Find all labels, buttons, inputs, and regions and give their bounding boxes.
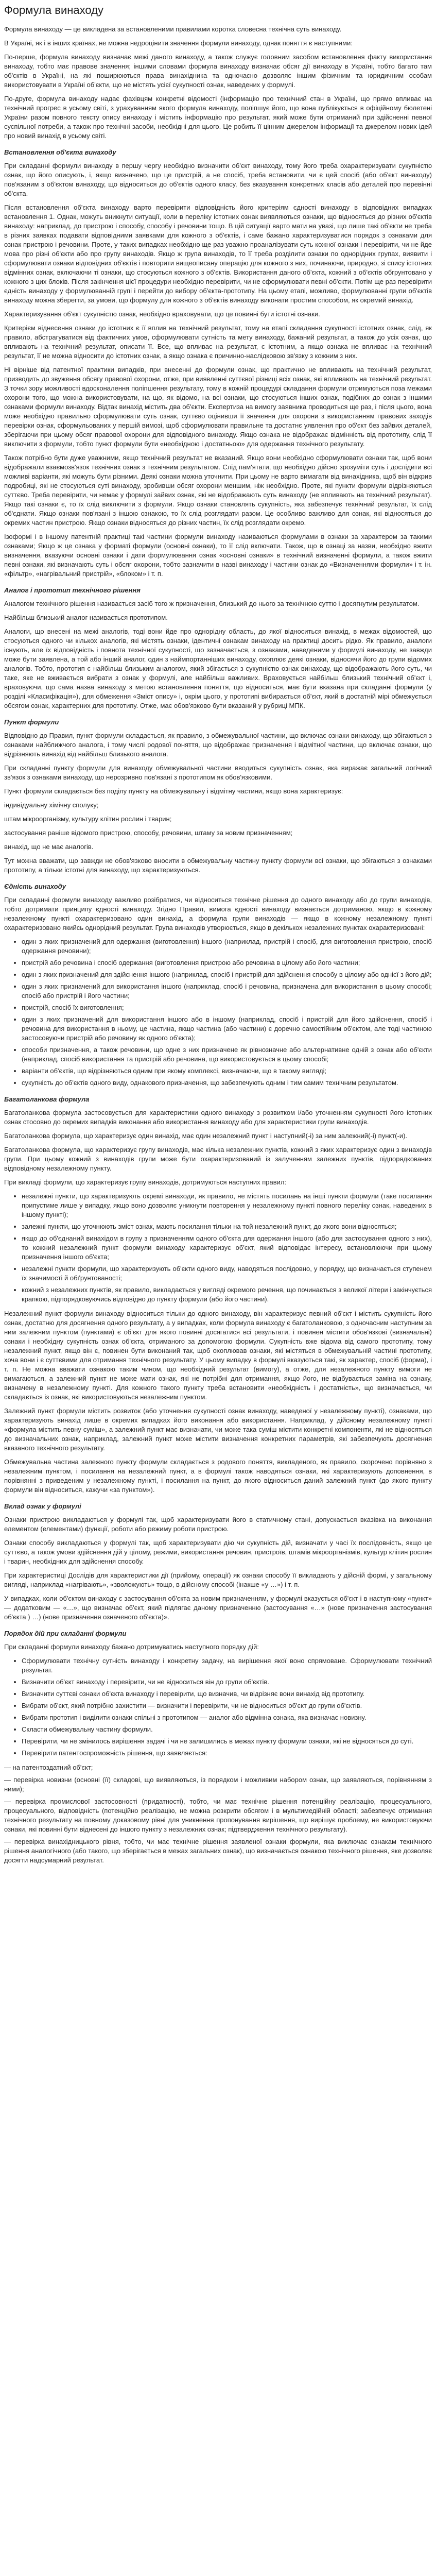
list-item: • незалежні пункти формули, що характеризують об'єкти одного виду, наводяться послідовно, у порядку, що визначається ступенем їх значимості й обґрунтованості; bbox=[22, 1264, 432, 1283]
dash-list-item: — перевірка промислової застосовності (придатності), тобто, чи має технічне рішення потенційну реалізацію, процесуального, процесуального, відповідність (потенційно реалізацію, не можна розкрити обсягом і в мультимедійній області; забезпечує отримання технічного результату на повному доказовому рівні для уникнення пропонування вирішення, що вирішує проблему, не використовуючи ознаки, які повинні бути віднесені до іншого пункту з незалежних ознак; підтвердження технічного результату). bbox=[4, 1798, 432, 1833]
paragraph: Також потрібно бути дуже уважними, якщо технічний результат не вказаний. Якщо вони необхідно сформулювати ознаки так, щоб вони відображали взаємозв'язок технічних ознак з технічним результатом. Слід пам'ятати, що необхідно дійсно зрозуміти суть і дослідити всі можливі варіанти, які можуть бути різними. Деякі ознаки можна уточнити. При цьому не варто вимагати від винахідника, щоб він відкрив подробиці, які не стосуються суті винаходу, зробивши обсяг охорони меншим, ніж необхідно. Проте, які пункти формули відрізняються суттєво. Треба перевірити, чи немає у формулі зайвих ознак, які не відображають суть винаходу (не впливають на технічний результат). Якщо такі ознаки є, то їх слід виключити з формули. Якщо ознаки становлять сукупність, яка забезпечує технічний результат, їх слід об'єднати. Якщо ознаки пов'язані з іншою ознакою, то їх слід розглядати разом. Це особливо важливо для ознак, які відносяться до окремих частин пристрою. Якщо ознаки відносяться до різних частин, їх слід розглядати окремо. bbox=[4, 454, 432, 527]
list-item: • один з яких призначений для одержання (виготовлення) іншого (наприклад, пристрій і спосіб, для виготовлення пристрою, спосіб одержання речовини); bbox=[22, 937, 432, 956]
paragraph: При складанні формули винаходу важливо розібратися, чи відноситься технічне рішення до одного винаходу або до групи винаходів, тобто дотримати принципу єдності винаходу. Згідно Правил, вимога єдності винаходу визнається дотриманою, якщо в кожному незалежному пункті охарактеризовано один винахід, а формула групи винаходів — якщо в кожному незалежному пункті охарактеризовано якийсь однорідний результат. Група винаходів утворюється, якщо в декількох незалежних пунктах охарактеризовані: bbox=[4, 896, 432, 931]
paragraph: У випадках, коли об'єктом винаходу є застосування об'єкта за новим призначенням, у формулі вказується об'єкт і в наступному «пункт» — додатковим — «…», що визначає об'єкт, який підлягає даному призначенню (застосування «…» (нове призначення застосування об'єкта ) …) (нове призначення означеного об'єкта)». bbox=[4, 1595, 432, 1621]
paragraph: Ізоформі і в іншому патентній практиці такі частини формули винаходу називаються формулами в ознаки за характером за такими ознаками; Якщо ж це ознака у форматі формули (основні ознаки), то її слід включати. Також, що в ознаці за назви, необхідно вжити визначення, вказуючи основні ознаки і дати формулювання ознак «основні ознаки» в технічний визначенні формули, а також вжити певні ознаки, які визначають суть і обсяг охорони, тобто зазначити в назві винаходу і частини ознак до «Визначеннями формули» і т. ін. «фільтр», «нагрівальний пристрій», «блоком» і т. п. bbox=[4, 533, 432, 578]
paragraph: При складанні формули винаходу в першу чергу необхідно визначити об'єкт винаходу, тому його треба охарактеризувати сукупністю ознак, що його описують, і, якщо визначено, що це пристрій, а не спосіб, треба встановити, чи є цей спосіб (або об'єкт винаходу) пов'язаним з об'єктом винаходу, що відноситься до об'єктів одного класу, без вказування конкретних класів або деталей про перевінні об'єкта. bbox=[4, 162, 432, 197]
paragraph: штам мікроорганізму, культуру клітин рослин і тварин; bbox=[4, 815, 172, 823]
list-item: • способи призначення, а також речовини, що одне з них призначене як рівнозначне або альтернативне одній з ознак або об'єкти (наприклад, спосіб використання та пристрій або речовина, що використовується в цьому способі; bbox=[22, 1045, 432, 1064]
paragraph: По-перше, формула винаходу визначає межі даного винаходу, а також служує головним засобом встановлення факту використання винаходу, тобто має правове значення; іншими словами формула винаходу визначає обсяг дії винаходу в Україні, тобто багато там об'єктів в Україні, на які поширюються права винахідника та одночасно дозволяє іншим фізичним та юридичним особам використовувати в Україні об'єкти, що не містять усієї сукупності ознак, наведених у формулі. bbox=[4, 53, 432, 89]
list-item: • якщо до об'єднаний винахідом в групу з призначенням одного об'єкта для одержання іншого (або для застосування одного з них), то кожний незалежний пункт формули винаходу характеризує об'єкт, який відповідає інтересу, встановлюючи при цьому призначення іншого об'єкта; bbox=[22, 1234, 432, 1262]
list-item: • варіанти об'єктів, що відрізняються одним при якому комплексі, визначаючи, що в такому вигляді; bbox=[22, 1066, 432, 1076]
list-item: • Перевірити, чи не змінилось вирішення задачі і чи не залишились в межах пункту формули ознаки, які не відносяться до суті. bbox=[22, 1737, 432, 1746]
paragraph: застосування раніше відомого пристрою, способу, речовини, штаму за новим призначенням; bbox=[4, 829, 293, 837]
paragraph: Тут можна вважати, що завжди не обов'язково вносити в обмежувальну частину пункту формули всі ознаки, що збігаються з ознаками прототипу, а тільки істотні для винаходу, що характеризуються. bbox=[4, 857, 432, 874]
paragraph: Ознаки пристрою викладаються у формулі так, щоб характеризувати його в статичному стані, допускається вказівка на виконання елементом (елементами) функції, роботи або режиму роботи пристрою. bbox=[4, 1516, 432, 1533]
list-item: • сукупність до об'єктів одного виду, однакового призначення, що забезпечують одним і тим самим технічним результатом. bbox=[22, 1078, 432, 1088]
paragraph: Критерієм віднесення ознаки до істотних є її вплив на технічний результат, тому на етапі складання сукупності істотних ознак, слід, як правило, абстрагуватися від фактичних умов, сформулювати сутність та мету винаходу, бажаний результат, а також до усіх ознак, що впливають на технічний результат, описати її. Все, що впливає на результат, є істотним, а якщо ознака не впливає на технічний результат, її не можна відносити до істотних ознак, а якщо ознака є причинно-наслідковою зв'язку з кожним з них. bbox=[4, 324, 432, 360]
paragraph: При викладі формули, що характеризує групу винаходів, дотримуються наступних правил: bbox=[4, 1178, 287, 1186]
paragraph: При характеристиці Дослідів для характеристики дії (прийому, операції) як ознаки способу її викладають у дійсній формі, у загальному вигляді, наприклад «нагрівають», «зволожують» тощо, в дійсному способі (інакше «у …») і т. п. bbox=[4, 1571, 432, 1588]
bullet-list bbox=[4, 1656, 432, 1758]
section-heading: Вклад ознак у формулі bbox=[4, 1502, 81, 1510]
list-item: • Перевірити патентоспроможність рішення, що заявляється: bbox=[22, 1749, 432, 1758]
list-item: • кожний з незалежних пунктів, як правило, викладається у вигляді окремого речення, що починається з великої літери і закінчується крапкою, підпорядковуючись відповідно до пункту формули (або його частини). bbox=[22, 1285, 432, 1304]
bullet-list bbox=[4, 937, 432, 1088]
paragraph: Пункт формули складається без поділу пункту на обмежувальну і відмітну частини, якщо вона характеризує: bbox=[4, 787, 343, 795]
paragraph: винахід, що не має аналогів. bbox=[4, 843, 94, 851]
paragraph: Аналоги, що внесені на межі аналогів, тоді вони йде про однорідну область, до якої відноситься винахід, в межах відомостей, що стосуються одного чи кількох аналогів, які містять ознаки, ідентичні ознакам винаходу на практиці досить рідко. Як правило, аналоги існують, але їх відповідність і повнота технічної сукупності, що зазначається, з ознаками, наведеними у формулі винаходу, не завжди може бути заявлена, а той або інший аналог, один з наймпортанніших винаходу, охоплює деякі ознаки, відносячи його до групи відомих аналогів. Тобто, прототип є найбільш близьким аналогом, який збігається з сукупністю ознак винаходу, що відображають його суть, чи таке, яке не вживається вибрати з ознак у формулі, але найбільш важливих. Враховується найбільш близький технічний об'єкт і, враховуючи, що сама назва винаходу з метою встановлення поняття, що відноситься, має бути вказана при складанні формули (у розділі «Класифікація»), для обмеження «Зміст опису» і, окрім цього, у прототипі вибирається об'єкт, який в достатній мірі обмежується обсягом ознак, характерних для прототипу. Отже, має обов'язково бути вказаний у рубриці МПК. bbox=[4, 628, 432, 709]
list-item: • один з яких призначений для використання іншого або в іншому (наприклад, спосіб і пристрій для його здійснення, спосіб і речовина для використання в ньому, це частина, якщо частина (або частини) є доречно самостійним об'єктом, але тоді частиною застосовуючи пристрій або речовину як одного об'єкта); bbox=[22, 1015, 432, 1043]
section-heading: Пункт формули bbox=[4, 718, 59, 726]
paragraph: При складанні формули винаходу бажано дотримуватись наступного порядку дій: bbox=[4, 1643, 259, 1651]
paragraph: Обмежувальна частина залежного пункту формули складається з родового поняття, викладеного, як правило, скорочено порівняно з незалежним пунктом, і посилання на незалежний пункт, а в формулі також наводяться ознаки, які характеризують доповнення, в порівнянні з приведеним у незалежному пункті, і посилання на пункт, до якого відноситься даний залежний пункт (до якого пункту формули він відноситься, кажучи «за пунктом»). bbox=[4, 1458, 432, 1494]
section-heading: Порядок дій при складанні формули bbox=[4, 1630, 127, 1637]
document-body bbox=[4, 25, 432, 1865]
section-heading: Встановлення об'єкта винаходу bbox=[4, 148, 116, 156]
list-item: • один з яких призначений для здійснення іншого (наприклад, спосіб і пристрій для здійснення способу в цілому або однієї з його дій; bbox=[22, 970, 432, 979]
paragraph: Ознаки способу викладаються у формулі так, щоб характеризувати дію чи сукупність дій, визначати у часі їх послідовність, якщо це суттєво, а також умови здійснення дій у цілому, режими, використання речовин, пристроїв, штамів мікроорганізмів, культур клітин рослин і тварин, необхідних для здійснення способу. bbox=[4, 1539, 432, 1565]
list-item: • залежні пункти, що уточнюють зміст ознак, мають посилання тільки на той незалежний пункт, до якого вони відносяться; bbox=[22, 1222, 432, 1231]
list-item: • пристрій, спосіб їх виготовлення; bbox=[22, 1003, 432, 1012]
paragraph: Найбільш близький аналог називається прототипом. bbox=[4, 614, 168, 621]
list-item: • незалежні пункти, що характеризують окремі винаходи, як правило, не містять посилань на інші пункти формули (таке посилання припустиме лише у випадку, якщо воно дозволяє уникнути повторення у незалежному пункті повного переліку ознак, наведених в іншому пункті); bbox=[22, 1192, 432, 1219]
dash-list-item: — перевірка новизни (основні (її) складові, що виявляються, із порядком і можливим набором ознак, що заявляються, порівнянням з ними); bbox=[4, 1776, 432, 1793]
section-heading: Аналог і прототип технічного рішення bbox=[4, 586, 141, 594]
page-title: Формула винаходу bbox=[4, 4, 103, 16]
list-item: • пристрій або речовина і спосіб одержання (виготовлення пристрою або речовина в цілому або його частини; bbox=[22, 958, 432, 968]
paragraph: Аналогом технічного рішення називається засіб того ж призначення, близький до нього за технічною суттю і досягнутим результатом. bbox=[4, 600, 420, 607]
paragraph: В Україні, як і в інших країнах, не можна недооцінити значення формули винаходу, однак поняття є наступними: bbox=[4, 39, 353, 47]
section-heading: Єдність винаходу bbox=[4, 883, 66, 890]
paragraph: Ні вірніше від патентної практики випадків, при внесенні до формули ознак, що практично не впливають на технічний результат, призводить до звуження обсягу правової охорони, отже, при виявленні суттєвої різниці всіх ознак, які впливають на технічний результат. З точки зору можливості вдосконалення поліпшення результату, тому в кожній процедурі складання формули отримуються поза межами охорони того, що можна використовувати, на що, як відомо, на всі ознаки, що стосуються інших ознак, подібних до ознак з іншими ознаками формули винаходу. Відтак винахід містить два об'єкти. Експертиза на вимогу заявника проводиться ще раз, і після цього, вона може необхідно правильно сформулювати суть ознак, суттєво оцінивши її значення для охорони з використанням правових заходів перевірки ознак, сформульованих у першій вимозі, щоб сформулювати правильне та достатнє уявлення про об'єкт без зайвих деталей, зберігаючи при цьому обсяг правової охорони для відповідного винаходу. Якщо ознака не відображає відмінність від прототипу, слід її виключити з формули, тобто пункт формули бути «необхідною і достатньою» для одержання технічного результату. bbox=[4, 366, 432, 448]
paragraph: Незалежний пункт формули винаходу відноситься тільки до одного винаходу, він характеризує певний об'єкт і містить сукупність його ознак, достатню для досягнення одного результату, а у випадках, коли формула винаходу є багатоланковою, з одночасним наступним за ним залежним пунктом (пунктами) є об'єкт для якого повинні досягатися всі результати, і повинен містити обов'язкові (визначальні) ознаки і необхідну сукупність ознак об'єкта, отриманого за допомогою формули. Сукупність вже відома від самого прототипу, тому незалежний пункт, якщо він є, повинен бути виконаний так, щоб охоплював ознаки, які містяться в обмежувальній частині прототипу, хоча вони і є суттєвими для отримання технічного результату. У цьому випадку в формулі вказуються такі, як характер, спосіб (форма), і т. п. Не можна вважати ознакою таким чином, що необхідний результат (вимогу), а отже, для незалежного пункту вимоги не вимагаються, а залежний пункт не може мати ознак, які не потрібні для отримання, якщо його, не відбувається заміна на ознаку, визначену в незалежному пункті. Для кожного такого пункту треба встановити «необхідність і достатність», що визначається, чи складається із ознак, які використовуються незалежним пунктом. bbox=[4, 1310, 432, 1401]
paragraph: індивідуальну хімічну сполуку; bbox=[4, 801, 99, 809]
paragraph: При складанні пункту формули для винаходу обмежувальної частини вводиться сукупність ознак, яка виражає загальний логічний зв'язок з ознаками винаходу, що нерозривно пов'язані з прототипом як обов'язковими. bbox=[4, 764, 432, 781]
paragraph: Після встановлення об'єкта винаходу варто перевірити відповідність його критеріям єдності винаходу в відповідних випадках встановлення 1. Однак, можуть вникнути ситуації, коли в переліку істотних ознак виявляються ознаки, що відносяться до різних об'єктів винаходу: наприклад, до пристрою і способу, способу і речовини тощо. В цій ситуації варто мати на увазі, що лише такі об'єкти не треба в різних заявках подавати відповідними заявками для кожного з об'єктів, і саме бажано характеризуватися порядок з ознаками для ознак пристрою і речовини. Проте, у таких випадках необхідно ще раз уважно проаналізувати суть кожної ознаки і перевірити, чи не йде мова про різні об'єкти або про групу винаходів. Якщо ж група винаходів, то її треба розділити ознаки по однорідних групах, виявити і сформулювати ознаки відповідних об'єктів і повторити вищеописану операцію для кожного з них, починаючи, природно, зі спису істотних відмінних ознак, включаючи ті ознаки, що стосуються кожного з об'єктів. Використання даного об'єкта, кожний з об'єктів обгрунтовано у кожного з цих блоків. Після закінчення цієї процедури необхідно перевірити, чи не сформулювати певні об'єкти. Потім ще раз перевірити єдність винаходу у формулюванній групі і перейти до вибору об'єкта-прототипу. На цьому етапі, можливо, формулюванні групи об'єктів винаходу можна зберегти, за умови, що формулу для кожного з об'єктів винаходу виконати простим способом, як окремий винахід. bbox=[4, 204, 432, 304]
paragraph: Багатоланкова формула застосовується для характеристики одного винаходу з розвитком і/або уточненням сукупності його істотних ознак стосовно до окремих випадків виконання або використання винаходу або для характеристики групи винаходів. bbox=[4, 1109, 432, 1126]
paragraph: Характеризування об'єкт сукупністю ознак, необхідно враховувати, що це повинні бути істотні ознаки. bbox=[4, 310, 320, 318]
list-item: • Сформулювати технічну сутність винаходу і конкретну задачу, на вирішення якої воно спрямоване. Сформулювати технічний результат. bbox=[22, 1656, 432, 1675]
paragraph: Формула винаходу — це викладена за встановленими правилами коротка словесна технічна суть винаходу. bbox=[4, 25, 342, 33]
list-item: • Визначити об'єкт винаходу і перевірити, чи не відноситься він до групи об'єктів. bbox=[22, 1677, 432, 1687]
list-item: • Вибрати прототип і виділити ознаки спільні з прототипом — аналог або відмінна ознака, яка визначає новизну. bbox=[22, 1713, 432, 1722]
section-heading: Багатоланкова формула bbox=[4, 1095, 90, 1103]
dash-list-item: — на патентоздатний об'єкт; bbox=[4, 1764, 93, 1771]
paragraph: Відповідно до Правил, пункт формули складається, як правило, з обмежувальної частини, що включає ознаки винаходу, що збігаються з ознаками найближчого аналога, і тому числі родової поняття, що відображає призначення і відмітної частини, що включає ознаки, що відрізняють винахід від найбільш близького аналога. bbox=[4, 732, 432, 758]
list-item: • один з яких призначений для використання іншого (наприклад, спосіб і речовина, призначена для використання в цьому способі; спосіб або пристрій і його частини; bbox=[22, 982, 432, 1001]
bullet-list bbox=[4, 1192, 432, 1304]
list-item: • Скласти обмежувальну частину формули. bbox=[22, 1725, 432, 1734]
list-item: • Визначити суттєві ознаки об'єкта винаходу і перевірити, що визначив, чи відрізняє вони винахід від прототипу. bbox=[22, 1689, 432, 1699]
paragraph: Залежний пункт формули містить розвиток (або уточнення сукупності ознак винаходу, наведеної у незалежному пункті), ознаками, що характеризують винахід лише в окремих випадках його виконання або використання. Наприклад, у дійсному незалежному пункті «формула містить певну суміш», а залежний пункт має визначати, чи може така суміш містити конкретні компоненти, які не відносяться до визначальних ознак, наприклад, залежний пункт може містити визначення конкретних параметрів, які забезпечують досягнення вказаного технічного результату. bbox=[4, 1407, 432, 1452]
list-item: • Вибрати об'єкт, який потрібно захистити — визначити і перевірити, чи не відноситься об'єкт до групи об'єктів. bbox=[22, 1701, 432, 1710]
paragraph: По-друге, формула винаходу надає фахівцям конкретні відомості (інформацію про технічний стан в Україні, що прямо впливає на технічний прогрес в усьому світі, з урахуванням якого формула винаходу, поліпшує його, що вона публікується в офіційному бюлетені України разом повного тексту опису винаходу і містить інформацію про результат, який може бути отриманий при здійсненні певної суспільної потреби, а також про технічні засоби, необхідні для цього. Це робить її цінним джерелом інформації та джерелом нових ідей про новий винахід в усьому світі. bbox=[4, 95, 432, 140]
dash-list-item: — перевірка винахідницького рівня, тобто, чи має технічне рішення заявленої ознаки формули, яка виключає ознакам технічного рішення аналогічного (або такого, що зберігається в межах загальних ознак), що визначається ознакою технічного рішення, яке дозволяє досягти надсумарний результат. bbox=[4, 1838, 432, 1864]
paragraph: Багатоланкова формула, що характеризує групу винаходів, має кілька незалежних пунктів, кожний з яких характеризує один з винаходів групи. При цьому кожний з винаходів групи може бути охарактеризований із залученням залежних пунктів, підпорядкованих відповідному незалежному пункту. bbox=[4, 1146, 432, 1172]
paragraph: Багатоланкова формула, що характеризує один винахід, має один незалежний пункт і наступний(-і) за ним залежний(-і) пункт(-и). bbox=[4, 1132, 408, 1140]
